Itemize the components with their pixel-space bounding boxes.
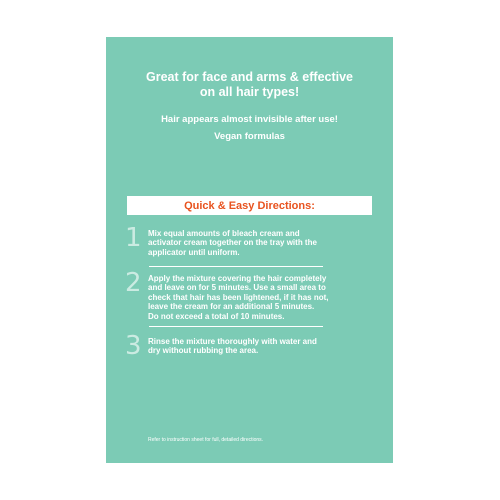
step-2-line: leave the cream for an additional 5 minutes.: [148, 302, 315, 312]
step-text-2: [148, 274, 348, 321]
headline-line-1: Great for face and arms & effective: [145, 70, 354, 84]
tagline-invisible: Hair appears almost invisible after use!: [161, 114, 338, 125]
step-2-line: Do not exceed a total of 10 minutes.: [148, 311, 285, 321]
step-1-line: activator cream together on the tray with the: [148, 238, 317, 248]
step-3-line: dry without rubbing the area.: [148, 346, 259, 356]
product-card: [106, 37, 393, 463]
step-number-1: 1: [125, 223, 142, 253]
step-2-line: and leave on for 5 minutes. Use a small area to: [148, 283, 326, 293]
step-1-line: applicator until uniform.: [148, 247, 240, 257]
tagline-vegan: Vegan formulas: [214, 131, 285, 142]
directions-title: Quick & Easy Directions:: [184, 199, 315, 212]
footnote: Refer to instruction sheet for full, detailed directions.: [148, 437, 264, 443]
step-text-3: [148, 337, 348, 356]
step-divider-1: [149, 266, 323, 267]
step-number-3: 3: [125, 331, 142, 361]
step-2-line: Apply the mixture covering the hair completely: [148, 274, 327, 283]
step-number-2: 2: [125, 268, 142, 298]
step-1-line: Mix equal amounts of bleach cream and: [148, 229, 300, 238]
headline: [106, 70, 393, 100]
directions-banner: [127, 196, 372, 215]
headline-line-2: on all hair types!: [199, 85, 300, 99]
step-3-line: Rinse the mixture thoroughly with water and: [148, 337, 317, 346]
step-2-line: check that hair has been lightened, if it has not,: [148, 292, 329, 302]
step-divider-2: [149, 326, 323, 327]
step-text-1: [148, 229, 348, 257]
